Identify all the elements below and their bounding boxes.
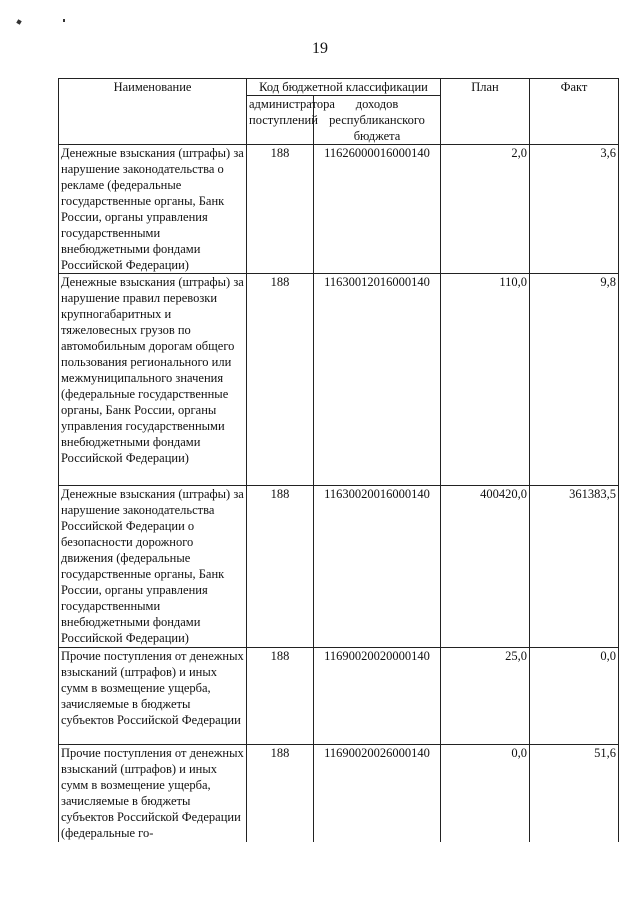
page-number: 19: [312, 40, 328, 57]
header-income: доходов республиканского бюджета: [314, 96, 441, 145]
row-fact: 51,6: [530, 745, 619, 842]
table-row: [59, 648, 619, 745]
row-fact: 3,6: [530, 145, 619, 274]
row-plan: 0,0: [441, 745, 530, 842]
row-admin-code: 188: [247, 486, 314, 648]
row-income-code: 11690020020000140: [314, 648, 441, 745]
row-income-code: 11690020026000140: [314, 745, 441, 842]
row-admin-code: 188: [247, 648, 314, 745]
scan-mark: [63, 19, 65, 22]
row-income-code: 11630020016000140: [314, 486, 441, 648]
row-income-code: 11626000016000140: [314, 145, 441, 274]
row-fact: 0,0: [530, 648, 619, 745]
table-row: [59, 745, 619, 842]
header-code-group: Код бюджетной классификации: [247, 79, 441, 96]
row-plan: 25,0: [441, 648, 530, 745]
header-plan: План: [441, 79, 530, 145]
header-name: Наименование: [59, 79, 247, 145]
row-income-code: 11630012016000140: [314, 274, 441, 486]
row-name: Денежные взыскания (штрафы) за нарушение законодательства Российской Федерации о безопасности дорожного движения (федеральные государственные органы, Банк России, органы управления государственными внебюджетными фондами Российской Федерации): [59, 486, 247, 648]
row-plan: 110,0: [441, 274, 530, 486]
header-fact: Факт: [530, 79, 619, 145]
row-name: Денежные взыскания (штрафы) за нарушение правил перевозки крупногабаритных и тяжеловесных грузов по автомобильным дорогам общего пользования регионального или межмуниципального значения (федеральные государственные органы, Банк России, органы управления государственными внебюджетными фондами Российской Федерации): [59, 274, 247, 486]
budget-table: [58, 78, 619, 842]
row-admin-code: 188: [247, 145, 314, 274]
row-name: Прочие поступления от денежных взысканий (штрафов) и иных сумм в возмещение ущерба, зачисляемые в бюджеты субъектов Российской Федерации: [59, 648, 247, 745]
row-admin-code: 188: [247, 274, 314, 486]
row-admin-code: 188: [247, 745, 314, 842]
scan-mark: [16, 19, 21, 24]
row-fact: 9,8: [530, 274, 619, 486]
row-name: Денежные взыскания (штрафы) за нарушение законодательства о рекламе (федеральные государственные органы, Банк России, органы управления государственными внебюджетными фондами Российской Федерации): [59, 145, 247, 274]
row-plan: 400420,0: [441, 486, 530, 648]
row-plan: 2,0: [441, 145, 530, 274]
table-row: [59, 274, 619, 486]
row-fact: 361383,5: [530, 486, 619, 648]
header-admin: администратора поступлений: [247, 96, 314, 145]
table-row: [59, 486, 619, 648]
table-row: [59, 145, 619, 274]
row-name: Прочие поступления от денежных взысканий (штрафов) и иных сумм в возмещение ущерба, зачисляемые в бюджеты субъектов Российской Федерации (федеральные го-: [59, 745, 247, 842]
